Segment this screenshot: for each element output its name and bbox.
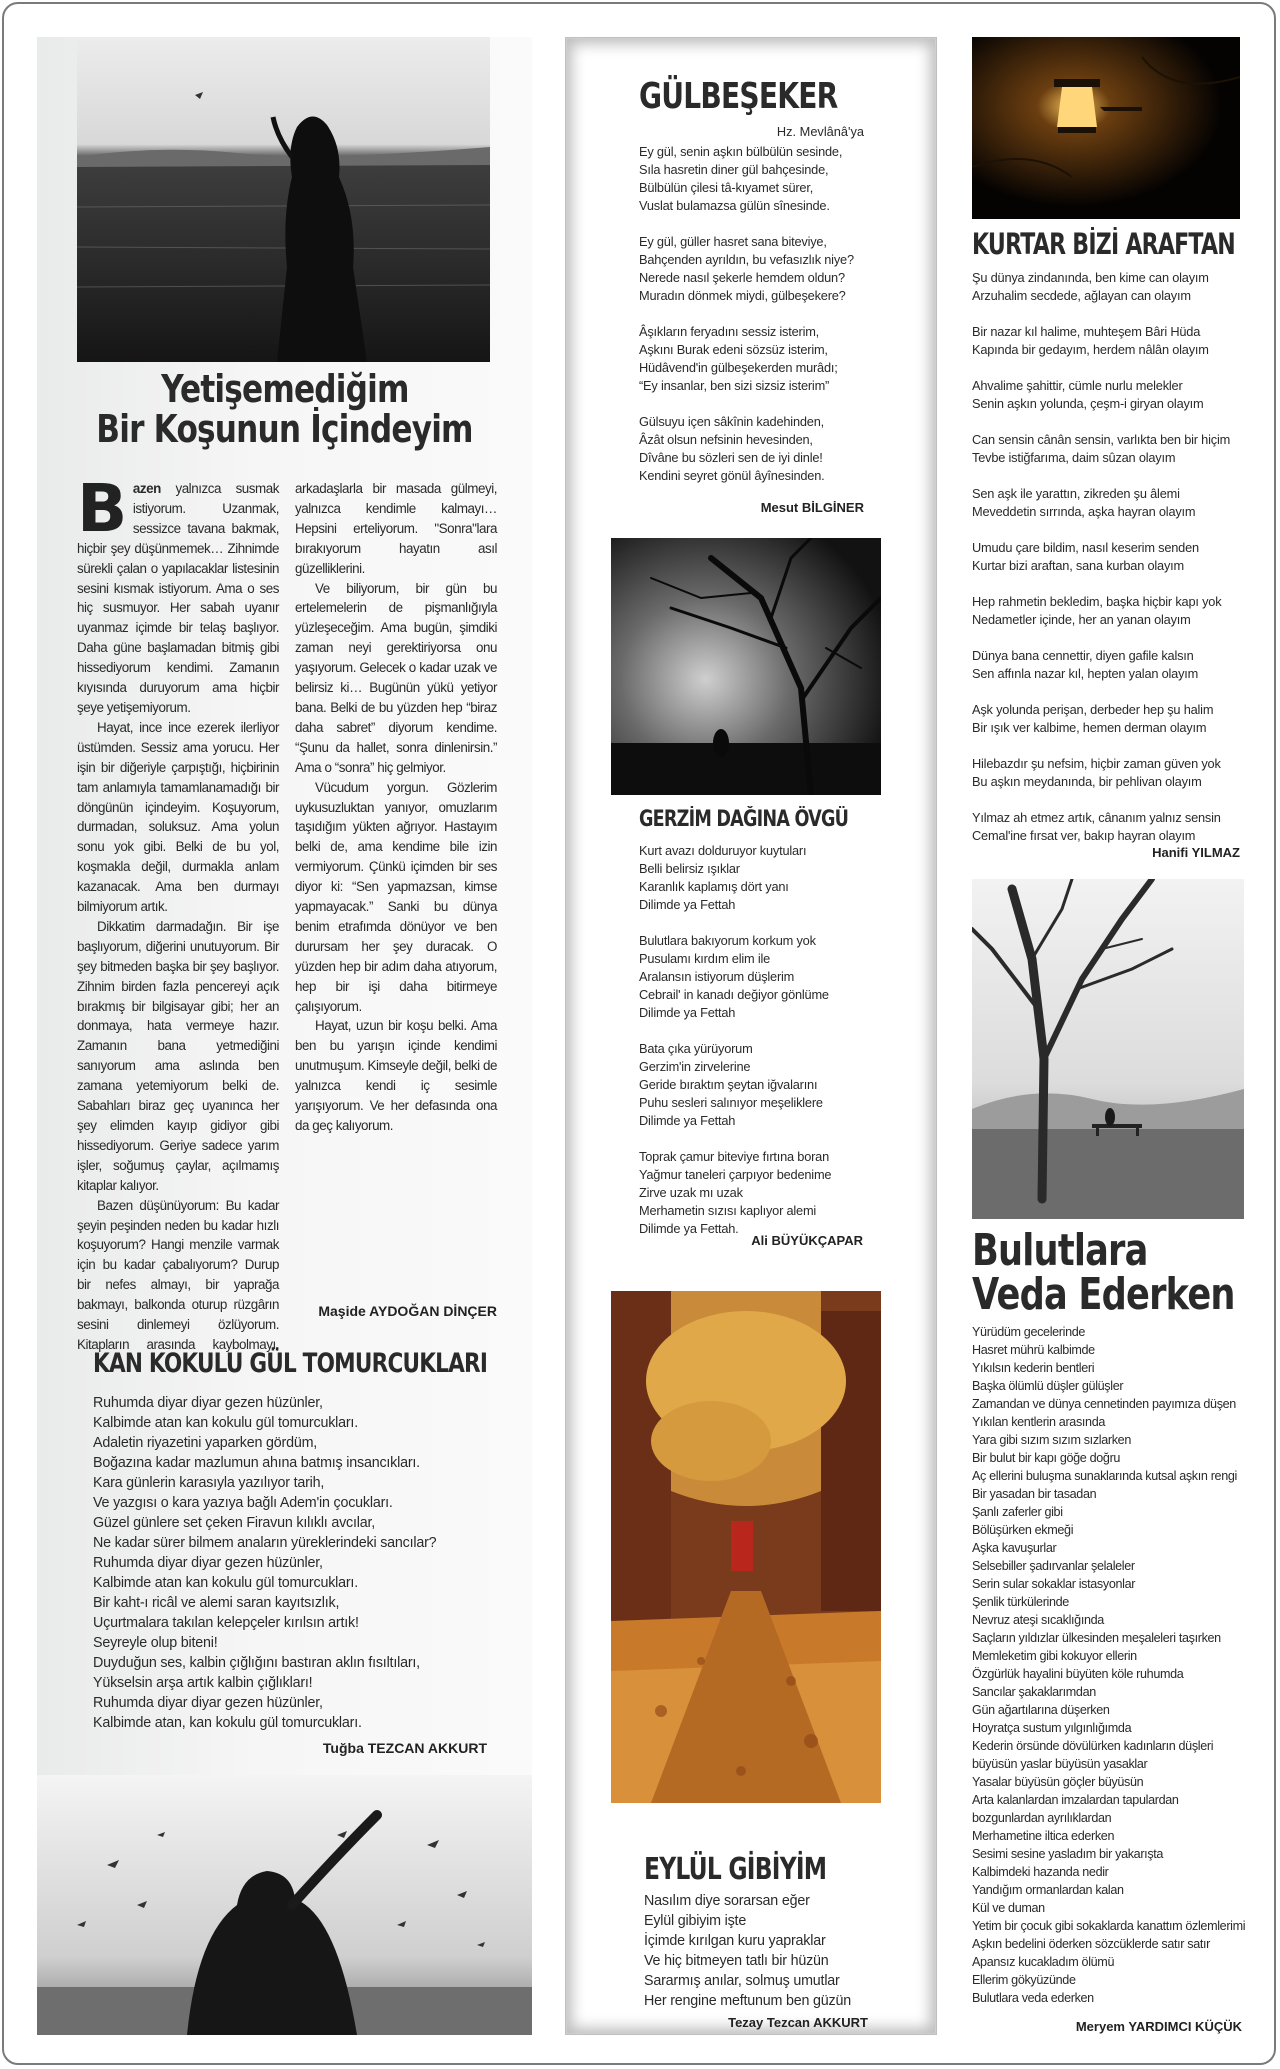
poem-line: Bulutlara veda ederken	[972, 1991, 1094, 2005]
article-body	[77, 470, 497, 1359]
poem-stanza	[972, 755, 1230, 791]
poem-line: Can sensin cânân sensin, varlıkta ben bir hiçim	[972, 432, 1231, 447]
poem-line: Kalbimde atan kan kokulu gül tomurcukları.	[93, 1575, 358, 1591]
poem-stanza	[972, 269, 1230, 305]
poem-stanza	[972, 431, 1230, 467]
photo-dark-tree	[611, 538, 881, 795]
poem-line: Apansız kucakladım ölümü	[972, 1955, 1115, 1969]
poem-line: Başka ölümlü düşler gülüşler	[972, 1379, 1124, 1393]
gulbeseker-poem	[639, 143, 854, 503]
poem-line: Ellerim gökyüzünde	[972, 1973, 1076, 1987]
poem-line: Karanlık kaplamış dört yanı	[639, 879, 789, 894]
poem-line: Cemal'ine fırsat ver, bakıp hayran olayım	[972, 828, 1196, 843]
poem-line: Yağmur taneleri çarpıyor bedenime	[639, 1167, 832, 1182]
poem-line: Muradın dönmek miydi, gülbeşekere?	[639, 288, 846, 303]
poem-line: Şanlı zaferler gibi	[972, 1505, 1063, 1519]
poem-line: Kendini seyret gönül âyînesinden.	[639, 468, 825, 483]
poem-line: Ey gül, senin aşkın bülbülün sesinde,	[639, 144, 843, 159]
poem-line: Yılmaz ah etmez artık, cânanım yalnız sensin	[972, 810, 1221, 825]
article-title-line-1: Yetişemediğim	[160, 367, 409, 411]
poem-line: Kurt avazı dolduruyor kuytuları	[639, 843, 807, 858]
poem-line: Dîvâne bu sözleri sen de iyi dinle!	[639, 450, 823, 465]
poem-line: Serin sular sokaklar istasyonlar	[972, 1577, 1136, 1591]
poem-line: Ruhumda diyar diyar gezen hüzünler,	[93, 1695, 323, 1711]
poem-stanza	[972, 485, 1230, 521]
poem-line: Saçların yıldızlar ülkesinden meşaleleri taşırken	[972, 1631, 1221, 1645]
poem-line: Aralansın istiyorum düşlerim	[639, 969, 795, 984]
poem-line: Adaletin riyazetini yaparken gördüm,	[93, 1435, 318, 1451]
poem-line: Ve hiç bitmeyen tatlı bir hüzün	[644, 1953, 829, 1969]
poem-line: İçimde kırılgan kuru yapraklar	[644, 1933, 826, 1949]
poem-line: Kalbimdeki hazanda nedir	[972, 1865, 1109, 1879]
kurtar-byline: Hanifi YILMAZ	[1152, 845, 1240, 860]
poem-stanza	[639, 413, 854, 485]
poem-line: bozgunlardan ayrılıklardan	[972, 1811, 1112, 1825]
poem-stanza	[972, 701, 1230, 737]
poem-line: Senin aşkın yolunda, çeşm-i giryan olayım	[972, 396, 1204, 411]
poem-line: Ruhumda diyar diyar gezen hüzünler,	[93, 1395, 323, 1411]
poem-stanza	[639, 143, 854, 215]
poem-line: Dilimde ya Fettah	[639, 1113, 736, 1128]
poem-line: Şu dünya zindanında, ben kime can olayım	[972, 270, 1209, 285]
poem-line: Arta kalanlardan imzalardan tapulardan	[972, 1793, 1179, 1807]
article-paragraph: Ve biliyorum, bir gün bu ertelemelerin de pişmanlığıyla yüzleşeceğim. Ama bugün, şimdiki zaman neyi gerektiriyorsa onu yaşıyorum. Gelecek o kadar uzak ve belirsiz ki… Bugünün yükü yetiyor bana. Belki de bu yüzden hep “biraz daha sabret” diyorum kendime. “Şunu da hallet, sonra dinlenirsin.” Ama o “sonra” hiç gelmiyor.	[295, 580, 497, 775]
gerzim-title: GERZİM DAĞINA ÖVGÜ	[639, 807, 849, 832]
poem-line: Ne kadar sürer bilmem anaların yüreklerindeki sancılar?	[93, 1535, 437, 1551]
poem-line: Sararmış anılar, solmuş umutlar	[644, 1973, 840, 1989]
photo-woman-at-sea	[77, 37, 490, 362]
poem-stanza	[639, 323, 854, 395]
poem-line: Güzel günlere set çeken Firavun kılıklı avcılar,	[93, 1515, 376, 1531]
poem-line: Nevruz ateşi sıcaklığında	[972, 1613, 1104, 1627]
poem-line: Aşka kavuşurlar	[972, 1541, 1057, 1555]
poem-line: Merhametin sızısı kaplıyor alemi	[639, 1203, 817, 1218]
photo-street-lamp	[972, 37, 1240, 219]
poem-stanza	[972, 377, 1230, 413]
poem-line: Kurtar bizi araftan, sana kurban olayım	[972, 558, 1184, 573]
poem-line: Bir kaht-ı ricâl ve alemi saran kayıtsızlık,	[93, 1595, 340, 1611]
article-title	[37, 367, 532, 451]
poem-line: Yandığım ormanlardan kalan	[972, 1883, 1124, 1897]
poem-line: Hep rahmetin bekledim, başka hiçbir kapı yok	[972, 594, 1222, 609]
poem-stanza	[639, 233, 854, 305]
poem-line: Bulutlara bakıyorum korkum yok	[639, 933, 816, 948]
column-right	[972, 37, 1247, 2035]
poem-line: büyüsün yaslar büyüsün yasaklar	[972, 1757, 1148, 1771]
poem-line: Umudu çare bildim, nasıl keserim senden	[972, 540, 1199, 555]
poem-line: Nedametler içinde, her an yanan olayım	[972, 612, 1191, 627]
poem-line: Duyduğun ses, kalbin çığlığını bastıran aklın fısıltıları,	[93, 1655, 420, 1671]
poem-line: Aşkın bedelini öderken sözcüklerde satır satır	[972, 1937, 1211, 1951]
poem-line: Kalbimde atan, kan kokulu gül tomurcukları.	[93, 1715, 362, 1731]
poem-line: Puhu sesleri salınıyor meşeliklere	[639, 1095, 823, 1110]
poem-line: Cebrail' in kanadı değiyor gönlüme	[639, 987, 829, 1002]
poem-stanza	[972, 647, 1230, 683]
poem-stanza	[639, 1040, 831, 1130]
bulutlara-title-line-2: Veda Ederken	[972, 1269, 1235, 1320]
poem-line: Hoyratça sustum yılgınlığımda	[972, 1721, 1132, 1735]
poem-stanza	[639, 932, 831, 1022]
gulbeseker-title: GÜLBEŞEKER	[639, 76, 838, 117]
bulutlara-poem	[972, 1323, 1245, 2007]
article-paragraph: Bazen yalnızca susmak istiyorum. Uzanmak, sessizce tavana bakmak, hiçbir şey düşünmemek… Zihnimde sürekli çalan o yapılacaklar listesinin sesini kısmak istiyorum. Ama o ses hiç susmuyor. Her sabah uyanır uyanmaz içimde bir telaş başlıyor. Daha güne başlamadan bitmiş gibi hissediyorum kendimi. Zamanın kıyısında duruyorum ama hiçbir şeye yetişemiyorum.	[77, 470, 279, 715]
poem-line: Sen affınla nazar kıl, hepten yalan olayım	[972, 666, 1199, 681]
poem-line: Bir nazar kıl halime, muhteşem Bâri Hüda	[972, 324, 1201, 339]
poem-line: Bu aşkın meydanında, bir pehlivan olayım	[972, 774, 1202, 789]
poem-line: Kalbimde atan kan kokulu gül tomurcukları.	[93, 1415, 358, 1431]
poem-line: Gerzim'in zirvelerine	[639, 1059, 751, 1074]
gerzim-byline: Ali BÜYÜKÇAPAR	[751, 1233, 863, 1248]
poem-line: Kül ve duman	[972, 1901, 1045, 1915]
poem-stanza	[972, 593, 1230, 629]
poem-line: Bata çıka yürüyorum	[639, 1041, 753, 1056]
poem-line: Her rengine meftunum ben güzün	[644, 1993, 851, 2009]
kan-kokulu-poem	[93, 1393, 436, 1733]
poem-stanza	[639, 1148, 831, 1238]
eylul-byline: Tezay Tezcan AKKURT	[728, 2015, 868, 2030]
poem-line: Sesimi sesine yasladım bir yakarışta	[972, 1847, 1164, 1861]
poem-line: Kara günlerin karasıyla yazılıyor tarih,	[93, 1475, 325, 1491]
article-paragraph: Dikkatim darmadağın. Bir işe başlıyorum, diğerini unutuyorum. Bir şey bitmeden başka bir şey başlıyor. Zihnim birden fazla pencereyi açık bırakmış bir bilgisayar gibi; her an donmaya, hata vermeye hazır. Zamanın bana yetmediğini sanıyorum ama aslında ben zamana yetemiyorum belki de. Sabahları biraz geç uyanınca her şey elimden kayıp gidiyor gibi hissediyorum. Geriye sadece yarım işler, soğumuş çaylar, açılmamış kitaplar kalıyor.	[77, 918, 279, 1193]
poem-line: Nasılım diye sorarsan eğer	[644, 1893, 810, 1909]
kurtar-poem	[972, 269, 1230, 863]
bulutlara-title-line-1: Bulutlara	[972, 1225, 1148, 1276]
dropcap: B	[77, 470, 127, 547]
poem-line: Hasret mührü kalbimde	[972, 1343, 1095, 1357]
poem-line: Yürüdüm gecelerinde	[972, 1325, 1086, 1339]
poem-line: Belli belirsiz ışıklar	[639, 861, 740, 876]
poem-stanza	[972, 809, 1230, 845]
poem-line: Arzuhalim secdede, ağlayan can olayım	[972, 288, 1191, 303]
gulbeseker-dedication: Hz. Mevlânâ'ya	[776, 124, 864, 139]
poem-line: Zamandan ve dünya cennetinden payımıza düşen	[972, 1397, 1236, 1411]
poem-line: Bahçenden ayrıldın, bu vefasızlık niye?	[639, 252, 854, 267]
poem-line: Ey gül, güller hasret sana biteviye,	[639, 234, 827, 249]
poem-line: Boğazına kadar mazlumun ahına batmış insancıkları.	[93, 1455, 420, 1471]
poem-line: Meveddetin sırrında, aşka hayran olayım	[972, 504, 1196, 519]
lead-word: azen	[132, 481, 161, 496]
photo-lone-tree-bench	[972, 879, 1244, 1219]
article-byline: Maşide AYDOĞAN DİNÇER	[318, 1303, 497, 1319]
poem-line: Pusulamı kırdım elim ile	[639, 951, 771, 966]
poem-line: Hilebazdır şu nefsim, hiçbir zaman güven yok	[972, 756, 1221, 771]
poem-line: Gün ağartılarına düşerken	[972, 1703, 1110, 1717]
poem-line: Toprak çamur biteviye fırtına boran	[639, 1149, 830, 1164]
poem-line: Nerede nasıl şekerle hemdem oldun?	[639, 270, 845, 285]
poem-line: Yara gibi sızım sızım sızlarken	[972, 1433, 1131, 1447]
poem-line: Sıla hasretin diner gül bahçesinde,	[639, 162, 829, 177]
gulbeseker-byline: Mesut BİLGİNER	[760, 500, 864, 515]
poem-line: Yıkılsın kederin bentleri	[972, 1361, 1095, 1375]
poem-line: Dünya bana cennettir, diyen gafile kalsın	[972, 648, 1194, 663]
eylul-poem	[644, 1891, 851, 2011]
article-paragraph: Bazen düşünüyorum: Bu kadar şeyin peşinden neden bu kadar hızlı koşuyorum? Hangi menzile varmak için bu kadar çabalıyorum? Durup bir nefes almayı, bir yaprağa bakmayı, balkonda oturup rüzgârın sesini dinlemeyi özlüyorum. Kitapların arasında kaybolmayı, arkadaşlarla bir masada gülmeyi, yalnızca kendimle kalmayı… Hepsini erteliyorum. "Sonra"lara bırakıyorum hayatın asıl güzelliklerini.	[77, 481, 497, 1352]
poem-line: Kederin örsünde dövülürken kadınların düşleri	[972, 1739, 1214, 1753]
poem-line: Vuslat bulamazsa gülün sînesinde.	[639, 198, 830, 213]
poem-line: Yetim bir çocuk gibi sokaklarda kanattım özlemlerimi	[972, 1919, 1246, 1933]
bulutlara-title	[972, 1225, 1235, 1320]
poem-line: Aç ellerini buluşma sunaklarında kutsal aşkın rengi	[972, 1469, 1237, 1483]
poem-line: Yıkılan kentlerin arasında	[972, 1415, 1106, 1429]
poem-line: Dilimde ya Fettah	[639, 897, 736, 912]
eylul-title: EYLÜL GİBİYİM	[644, 1852, 827, 1887]
poem-line: Hüdâvend'in gülbeşekerden murâdı;	[639, 360, 838, 375]
poem-line: Ruhumda diyar diyar gezen hüzünler,	[93, 1555, 323, 1571]
article-paragraph: Hayat, ince ince ezerek ilerliyor üstümden. Sessiz ama yorucu. Her işin bir diğeriyle çarpıştığı, hiçbirinin tam anlamıyla tamamlanamadığı bir döngünün içindeyim. Koşuyorum, durmadan, soluksuz. Ama yolun sonu yok gibi. Belki de bu yol, koşmakla değil, durmakla anlam kazanacak. Ama ben durmayı bilmiyorum artık.	[77, 719, 279, 915]
poem-line: Dilimde ya Fettah.	[639, 1221, 739, 1236]
photo-man-with-birds	[37, 1775, 532, 2035]
gerzim-poem	[639, 842, 831, 1256]
poem-line: Aşk yolunda perişan, derbeder hep şu halim	[972, 702, 1214, 717]
poem-line: Sen aşk ile yarattın, zikreden şu âlemi	[972, 486, 1180, 501]
poem-line: Sancılar şakaklarımdan	[972, 1685, 1096, 1699]
kan-kokulu-byline: Tuğba TEZCAN AKKURT	[322, 1740, 487, 1756]
kan-kokulu-title: KAN KOKULU GÜL TOMURCUKLARI	[93, 1348, 488, 1379]
poem-line: Yasalar büyüsün göçler büyüsün	[972, 1775, 1144, 1789]
kurtar-title: KURTAR BİZİ ARAFTAN	[972, 227, 1235, 261]
poem-line: Gülsuyu içen sâkînin kadehinden,	[639, 414, 824, 429]
poem-line: Yükselsin arşa artık kalbin çığlıkları!	[93, 1675, 313, 1691]
poem-line: Tevbe istiğfarıma, daim sûzan olayım	[972, 450, 1176, 465]
poem-line: Bülbülün çilesi tâ-kıyamet sürer,	[639, 180, 814, 195]
poem-stanza	[972, 323, 1230, 359]
poem-line: Seyreyle olup biteni!	[93, 1635, 218, 1651]
bulutlara-byline: Meryem YARDIMCI KÜÇÜK	[1075, 2019, 1242, 2034]
poem-line: Âşıkların feryadını sessiz isterim,	[639, 324, 820, 339]
poem-line: Geride bıraktım şeytan iğvalarını	[639, 1077, 818, 1092]
poem-line: Şenlik türkülerinde	[972, 1595, 1069, 1609]
photo-autumn-street	[611, 1291, 881, 1803]
poem-stanza	[639, 842, 831, 914]
article-title-line-2: Bir Koşunun İçindeyim	[96, 406, 473, 451]
poem-line: Bir ışık ver kalbime, hemen derman olayım	[972, 720, 1207, 735]
poem-line: Dilimde ya Fettah	[639, 1005, 736, 1020]
poem-line: Uçurtmalara takılan kelepçeler kırılsın artık!	[93, 1615, 359, 1631]
column-middle	[565, 37, 937, 2035]
poem-line: Âzât olsun nefsinin hevesinden,	[639, 432, 813, 447]
poem-line: Kapında bir gedayım, herdem nâlân olayım	[972, 342, 1209, 357]
poem-line: Aşkını Burak edeni sözsüz isterim,	[639, 342, 828, 357]
poem-line: Ahvalime şahittir, cümle nurlu melekler	[972, 378, 1183, 393]
poem-line: “Ey insanlar, ben sizi sizsiz isterim”	[639, 378, 830, 393]
poem-line: Zirve uzak mı uzak	[639, 1185, 743, 1200]
poem-line: Bir bulut bir kapı göğe doğru	[972, 1451, 1121, 1465]
poem-line: Memleketim gibi kokuyor ellerin	[972, 1649, 1137, 1663]
poem-line: Bir yasadan bir tasadan	[972, 1487, 1097, 1501]
column-left	[37, 37, 532, 2035]
poem-line: Ve yazgısı o kara yazıya bağlı Adem'in çocukları.	[93, 1495, 393, 1511]
article-paragraph: Vücudum yorgun. Gözlerim uykusuzluktan yanıyor, omuzlarım taşıdığım yükten ağrıyor. Hastayım belki de, ama kendime bile izin vermiyorum. Çünkü içimden bir ses diyor ki: “Sen yapmazsan, kimse yapmayacak.” Sanki bu dünya benim etrafımda dönüyor ve ben durursam her şey duracak. O yüzden hep bir adım daha atıyorum, hep bir işi daha bitirmeye çalışıyorum.	[295, 779, 497, 1014]
article-paragraph: Hayat, uzun bir koşu belki. Ama ben bu yarışın içinde kendimi unutmuşum. Kimseyle değil, belki de yalnızca kendi iç sesimle yarışıyorum. Ve her defasında ona da geç kalıyorum.	[295, 1018, 497, 1133]
poem-line: Bölüşürken ekmeği	[972, 1523, 1074, 1537]
poem-line: Selsebiller şadırvanlar şelaleler	[972, 1559, 1135, 1573]
poem-stanza	[972, 539, 1230, 575]
poem-line: Merhametine iltica ederken	[972, 1829, 1115, 1843]
poem-line: Eylül gibiyim işte	[644, 1913, 747, 1929]
poem-line: Özgürlük hayalini büyüten köle ruhumda	[972, 1667, 1184, 1681]
